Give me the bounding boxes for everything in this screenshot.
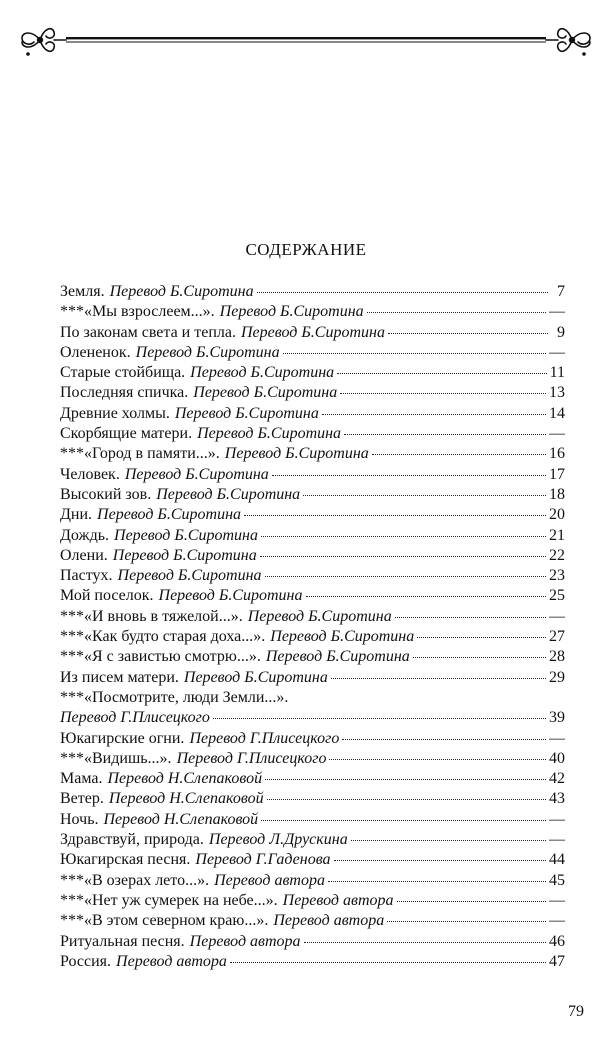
toc-entry-translator: Перевод Г.Плисецкого: [60, 709, 210, 727]
toc-entry-translator: Перевод Б.Сиротина: [174, 404, 319, 422]
toc-entry-title: Юкагирские огни.: [60, 729, 185, 747]
toc-entry-translator: Перевод Б.Сиротина: [270, 628, 415, 646]
toc-entry-translator: Перевод автора: [214, 871, 325, 889]
toc-entry-title: Юкагирская песня.: [60, 851, 191, 869]
toc-entry: [60, 932, 565, 952]
toc-entry-translator: Перевод Б.Сиротина: [117, 567, 262, 585]
toc-entry-page: —: [549, 607, 565, 625]
toc-entry: [60, 850, 565, 870]
toc-entry-translator: Перевод Б.Сиротина: [156, 485, 301, 503]
toc-entry-leader: [257, 286, 548, 293]
toc-entry: [60, 323, 565, 343]
toc-entry-title: Олени.: [60, 546, 108, 564]
toc-entry-page: 44: [549, 851, 565, 869]
toc-entry-leader: [334, 854, 546, 861]
toc-entry: [60, 566, 565, 586]
toc-entry: [60, 383, 565, 403]
toc-entry-page: 11: [549, 364, 565, 382]
toc-entry-title: Россия.: [60, 952, 112, 970]
toc-entry: [60, 546, 565, 566]
toc-entry-title: Дождь.: [60, 526, 110, 544]
toc-entry-title: Ритуальная песня.: [60, 932, 185, 950]
toc-entry: [60, 627, 565, 647]
toc-entry-leader: [337, 367, 546, 374]
toc-entry-page: 46: [549, 932, 565, 950]
toc-entry-leader: [397, 895, 546, 902]
toc-entry-translator: Перевод Б.Сиротина: [247, 607, 392, 625]
toc-entry: [60, 586, 565, 606]
toc-entry-page: 40: [549, 749, 565, 767]
toc-entry-leader: [306, 590, 547, 597]
toc-entry-leader: [283, 347, 546, 354]
toc-entry: [60, 729, 565, 749]
toc-entry: [60, 424, 565, 444]
toc-entry-title: ***«Мы взрослеем...».: [60, 303, 215, 321]
toc-entry-translator: Перевод Б.Сиротина: [197, 425, 342, 443]
toc-entry-translator: Перевод Б.Сиротина: [135, 343, 280, 361]
toc-entry: [60, 465, 565, 485]
toc-entry: [60, 343, 565, 363]
toc-entry-leader: [265, 570, 546, 577]
toc-entry-page: 9: [557, 323, 565, 341]
toc-entry-title: ***«Город в памяти...».: [60, 445, 220, 463]
toc-entry-title: ***«Посмотрите, люди Земли...».: [60, 688, 289, 706]
toc-entry-page: —: [549, 729, 565, 747]
toc-entry: [60, 891, 565, 911]
toc-entry: [60, 505, 565, 525]
toc-entry-translator: Перевод Н.Слепаковой: [107, 770, 263, 788]
toc-entry-translator: Перевод Б.Сиротина: [190, 364, 335, 382]
toc-entry-title: ***«В озерах лето...».: [60, 871, 210, 889]
toc-entry-title: По законам света и тепла.: [60, 323, 236, 341]
toc-entry-leader: [328, 875, 546, 882]
table-of-contents: [60, 282, 565, 972]
toc-entry-title: Человек.: [60, 465, 120, 483]
toc-entry-page: 18: [549, 485, 565, 503]
toc-entry-title: Дни.: [60, 506, 93, 524]
toc-entry-page: 16: [549, 445, 565, 463]
toc-entry-translator: Перевод автора: [273, 912, 385, 930]
toc-entry-translator: Перевод Б.Сиротина: [224, 445, 369, 463]
toc-entry-title: Скорбящие матери.: [60, 425, 193, 443]
toc-entry-page: 45: [549, 871, 565, 889]
toc-entry-leader: [244, 509, 546, 516]
toc-entry: [60, 952, 565, 972]
toc-entry-page: 43: [549, 790, 565, 808]
toc-entry-title: ***«Как будто старая доха...».: [60, 628, 266, 646]
toc-entry-translator: Перевод Б.Сиротина: [114, 526, 258, 544]
toc-entry-page: 22: [549, 546, 565, 564]
toc-entry: [60, 871, 565, 891]
toc-entry-translator: Перевод Б.Сиротина: [97, 506, 242, 524]
toc-entry-leader: [230, 956, 546, 963]
toc-entry-title: Высокий зов.: [60, 485, 152, 503]
toc-entry: [60, 302, 565, 322]
toc-entry: [60, 668, 565, 688]
toc-entry-leader: [417, 631, 546, 638]
toc-entry-leader: [267, 793, 546, 800]
toc-entry-leader: [387, 915, 546, 922]
toc-entry-title: Старые стойбища.: [60, 364, 186, 382]
toc-entry-page: 13: [549, 384, 565, 402]
toc-entry-title: Ветер.: [60, 790, 104, 808]
toc-entry-title: Олененок.: [60, 343, 131, 361]
toc-entry-page: 47: [549, 952, 565, 970]
toc-entry-title: Из писем матери.: [60, 668, 179, 686]
toc-entry: [60, 647, 565, 667]
toc-entry-title: Земля.: [60, 283, 105, 300]
toc-entry-translator: Перевод Б.Сиротина: [109, 283, 254, 300]
toc-entry: [60, 708, 565, 728]
toc-entry-page: —: [549, 810, 565, 828]
toc-entry-leader: [388, 327, 548, 334]
toc-entry-translator: Перевод Б.Сиротина: [193, 384, 338, 402]
toc-entry-page: 14: [549, 404, 565, 422]
toc-entry: [60, 749, 565, 769]
toc-entry-title: Древние холмы.: [60, 404, 170, 422]
toc-entry-leader: [395, 611, 546, 618]
toc-entry-title: ***«Видишь...».: [60, 749, 172, 767]
toc-entry-page: —: [549, 303, 565, 321]
toc-entry-leader: [344, 428, 546, 435]
toc-entry-page: 23: [549, 567, 565, 585]
toc-entry-page: 27: [549, 628, 565, 646]
toc-entry-leader: [261, 530, 546, 537]
toc-entry: [60, 911, 565, 931]
toc-entry: [60, 769, 565, 789]
toc-entry: [60, 404, 565, 424]
toc-entry-page: 25: [549, 587, 565, 605]
toc-entry-title: Мой поселок.: [60, 587, 154, 605]
toc-entry-leader: [265, 773, 546, 780]
toc-entry: [60, 810, 565, 830]
toc-entry-page: 29: [549, 668, 565, 686]
toc-entry-leader: [303, 489, 546, 496]
toc-entry-title: Ночь.: [60, 810, 99, 828]
toc-entry-page: —: [549, 831, 565, 849]
toc-entry-leader: [351, 834, 546, 841]
toc-entry-translator: Перевод Б.Сиротина: [183, 668, 328, 686]
toc-entry-translator: Перевод Г.Плисецкого: [176, 749, 327, 767]
toc-entry-leader: [322, 408, 546, 415]
toc-entry: [60, 444, 565, 464]
toc-entry-leader: [367, 306, 546, 313]
toc-entry-translator: Перевод Б.Сиротина: [219, 303, 364, 321]
toc-entry-leader: [372, 448, 546, 455]
toc-entry-translator: Перевод автора: [116, 952, 227, 970]
toc-entry-title: ***«В этом северном краю...».: [60, 912, 269, 930]
toc-entry-leader: [413, 651, 546, 658]
toc-entry-translator: Перевод автора: [189, 932, 301, 950]
header-ornament: [14, 16, 598, 64]
toc-entry-translator: Перевод Б.Сиротина: [124, 465, 269, 483]
toc-entry: [60, 282, 565, 302]
toc-entry: [60, 526, 565, 546]
toc-entry-translator: Перевод Б.Сиротина: [265, 648, 410, 666]
toc-entry-page: —: [549, 891, 565, 909]
toc-entry-translator: Перевод Б.Сиротина: [112, 546, 257, 564]
toc-entry-translator: Перевод Г.Плисецкого: [189, 729, 340, 747]
toc-entry-title: ***«Нет уж сумерек на небе...».: [60, 891, 278, 909]
toc-entry: [60, 830, 565, 850]
toc-entry-leader: [261, 814, 546, 821]
toc-entry-translator: Перевод Б.Сиротина: [240, 323, 385, 341]
toc-entry-page: 20: [549, 506, 565, 524]
toc-entry: [60, 607, 565, 627]
toc-entry-title: ***«И вновь в тяжелой...».: [60, 607, 243, 625]
toc-entry-leader: [331, 672, 546, 679]
toc-entry-translator: Перевод Г.Гаденова: [195, 851, 331, 869]
toc-entry-leader: [304, 936, 546, 943]
toc-entry-leader: [272, 469, 546, 476]
toc-entry-page: 7: [557, 283, 565, 300]
toc-entry-leader: [340, 387, 546, 394]
toc-entry-leader: [213, 712, 546, 719]
toc-entry-page: 21: [549, 526, 565, 544]
toc-entry-title: Пастух.: [60, 567, 113, 585]
toc-entry-title: Последняя спичка.: [60, 384, 189, 402]
toc-entry: [60, 789, 565, 809]
toc-entry-title: Здравствуй, природа.: [60, 831, 204, 849]
toc-entry-translator: Перевод Л.Друскина: [208, 831, 348, 849]
toc-entry-translator: Перевод автора: [282, 891, 394, 909]
toc-entry-page: 39: [549, 709, 565, 727]
toc-entry-leader: [260, 550, 546, 557]
toc-entry-title: ***«Я с завистью смотрю...».: [60, 648, 261, 666]
toc-entry-page: —: [549, 425, 565, 443]
toc-entry-page: —: [549, 912, 565, 930]
toc-entry-page: 17: [549, 465, 565, 483]
toc-entry-translator: Перевод Н.Слепаковой: [108, 790, 264, 808]
toc-entry-title: Мама.: [60, 770, 103, 788]
contents-heading: СОДЕРЖАНИЕ: [245, 240, 367, 259]
toc-entry-translator: Перевод Б.Сиротина: [158, 587, 303, 605]
toc-entry: [60, 485, 565, 505]
toc-entry-leader: [329, 753, 546, 760]
toc-entry: [60, 363, 565, 383]
page-number: 79: [568, 1003, 584, 1020]
toc-entry-translator: Перевод Н.Слепаковой: [103, 810, 259, 828]
toc-entry-leader: [342, 733, 546, 740]
toc-entry: [60, 688, 565, 708]
toc-entry-page: 28: [549, 648, 565, 666]
toc-entry-page: 42: [549, 770, 565, 788]
toc-entry-page: —: [549, 343, 565, 361]
